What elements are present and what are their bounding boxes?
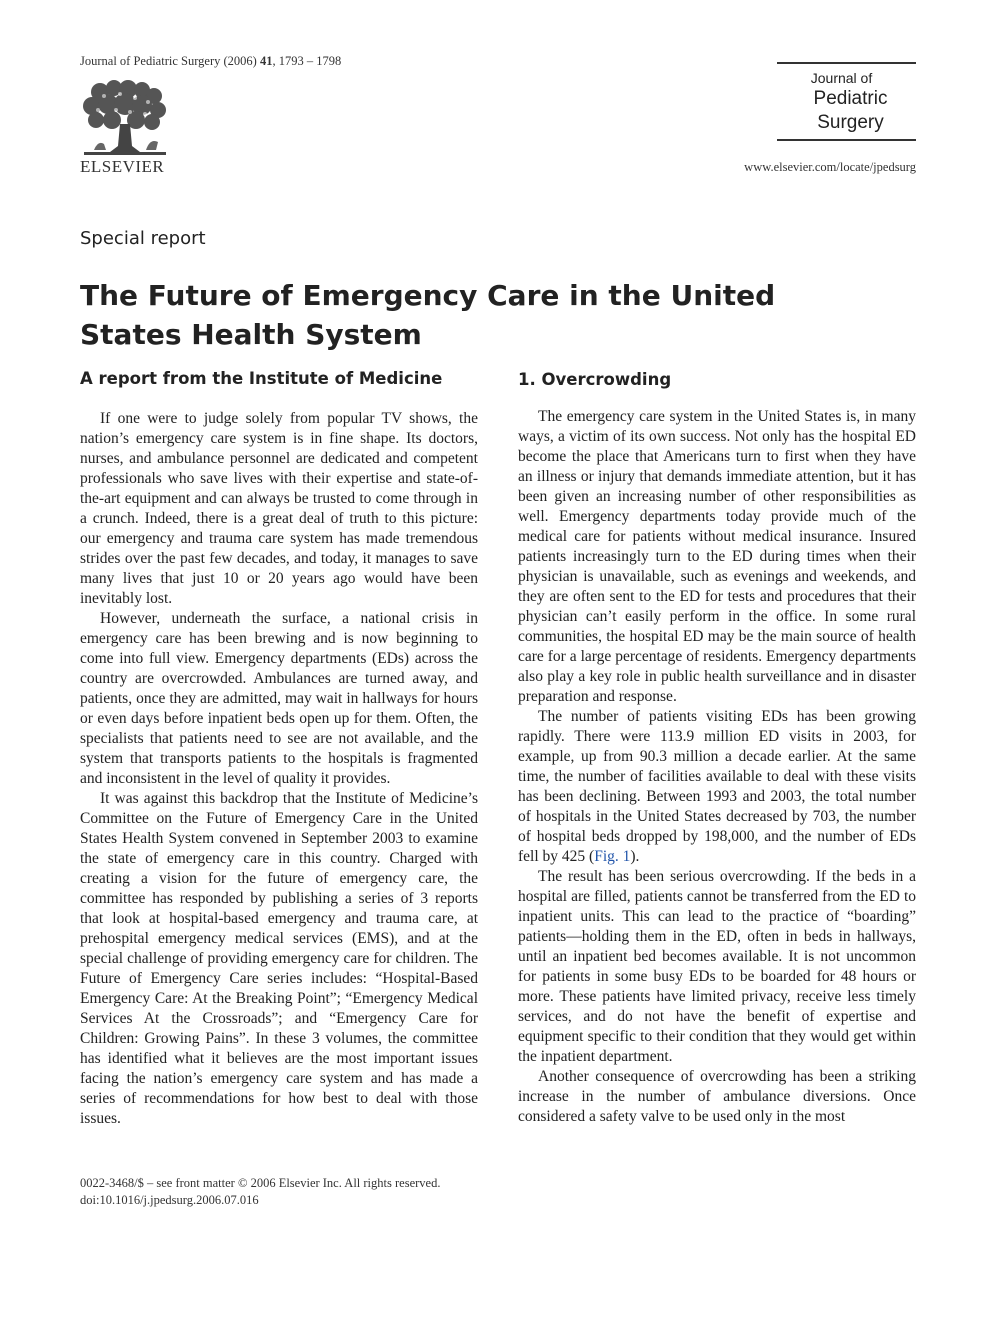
body-paragraph: If one were to judge solely from popular TV shows, the nation’s emergency care system is in fine shape. Its doctors, nurses, and ambulance personnel are dedicated and competent professionals who save lives with their expertise and state-of-the-art equipment and can always be trusted to come through in a crunch. Indeed, there is a great deal of truth to this picture: our emergency and trauma care system has made tremendous strides over the past few decades, and today, it manages to save many lives that just 10 or 20 years ago would have been inevitably lost. [80, 410, 478, 607]
figure-link[interactable]: Fig. 1 [594, 848, 631, 865]
body-paragraph: However, underneath the surface, a national crisis in emergency care has been brewing and is now beginning to come into full view. Emergency departments (EDs) across the country are overcrowded. Ambulances are turned away, and patients, once they are admitted, may wait in hallways for hours or even days before inpatient beds open up for them. Often, the specialists that patients need to see are not available, and the system that transports patients to the hospitals is fragmented and inconsistent in the level of quality it provides. [80, 610, 478, 787]
left-column [80, 409, 478, 1129]
journal-title-line-2: Pediatric [813, 88, 888, 109]
journal-citation [80, 54, 341, 69]
article-title: The Future of Emergency Care in the United States Health System [80, 279, 776, 351]
body-paragraph: It was against this backdrop that the Institute of Medicine’s Committee on the Future of Emergency Care in the United States Health System convened in September 2003 to examine the state of emergency care in this country. Charged with creating a vision for the future of emergency care, the committee has responded by publishing a series of 3 reports that look at hospital-based emergency and trauma care, at prehospital emergency medical services (EMS), and at the special challenge of providing emergency care for children. The Future of Emergency Care series includes: “Hospital-Based Emergency Care: At the Breaking Point”; “Emergency Medical Services At the Crossroads”; and “Emergency Care for Children: Growing Pains”. In these 3 volumes, the committee has identified what it believes are the most important issues facing the nation’s emergency care system and has made a series of recommendations for how best to deal with those issues. [80, 790, 478, 1127]
copyright-line: 0022-3468/$ – see front matter © 2006 Elsevier Inc. All rights reserved. [80, 1176, 441, 1190]
citation-journal: Journal of Pediatric Surgery (2006) [80, 54, 260, 68]
citation-pages: , 1793 – 1798 [272, 54, 342, 68]
body-paragraph: The result has been serious overcrowding. If the beds in a hospital are filled, patients cannot be transferred from the ED to inpatient units. This can lead to the practice of “boarding” patients—holding them in the ED, often in beds in hallways, until an inpatient bed becomes available. It is not uncommon for patients in some busy EDs to be boarded for 48 hours or more. These patients have limited privacy, receive less timely services, and do not have the benefit of expertise and equipment specific to their condition that they would get within the inpatient department. [518, 868, 916, 1065]
elsevier-logo [80, 80, 172, 176]
section-heading: 1. Overcrowding [518, 370, 672, 389]
journal-url[interactable]: www.elsevier.com/locate/jpedsurg [744, 160, 916, 174]
citation-volume: 41 [259, 54, 273, 68]
journal-title-line-1: Journal of [810, 70, 873, 86]
footer [80, 1175, 440, 1209]
section-type: Special report [80, 228, 206, 249]
journal-masthead [777, 62, 916, 141]
right-column [518, 407, 916, 1127]
paragraph-text: The number of patients visiting EDs has been growing rapidly. There were 113.9 million ED visits in 2003, for example, up from 90.3 million a decade earlier. At the same time, the number of facilities available to deal with these visits has been declining. Between 1993 and 2003, the total number of hospitals in the United States decreased by 703, the number of hospital beds dropped by 198,000, and the number of EDs fell by 425 ( [518, 708, 916, 865]
doi-line[interactable]: doi:10.1016/j.jpedsurg.2006.07.016 [80, 1193, 259, 1207]
elsevier-tree-icon [80, 80, 170, 158]
body-paragraph [518, 707, 916, 867]
body-paragraph: Another consequence of overcrowding has been a striking increase in the number of ambulance diversions. Once considered a safety valve to be used only in the most [518, 1068, 916, 1125]
journal-title-line-3: Surgery [817, 112, 884, 133]
paragraph-text: ). [630, 848, 640, 865]
elsevier-wordmark: ELSEVIER [80, 157, 165, 176]
body-paragraph: The emergency care system in the United States is, in many ways, a victim of its own success. Not only has the hospital ED become the place that Americans turn to first when they have an illness or injury that demands immediate attention, but it has been given an increasing number of other responsibilities as well. Emergency departments today provide much of the medical care for patients without medical insurance. Insured patients increasingly turn to the ED during times when their physician is unavailable, such as evenings and weekends, and they are often sent to the ED for tests and procedures that their physician can’t easily perform in the office. In some rural communities, the hospital ED may be the main source of health care for a large percentage of residents. Emergency departments also play a key role in public health surveillance and in disaster preparation and response. [518, 408, 916, 705]
article-subtitle: A report from the Institute of Medicine [80, 369, 443, 388]
